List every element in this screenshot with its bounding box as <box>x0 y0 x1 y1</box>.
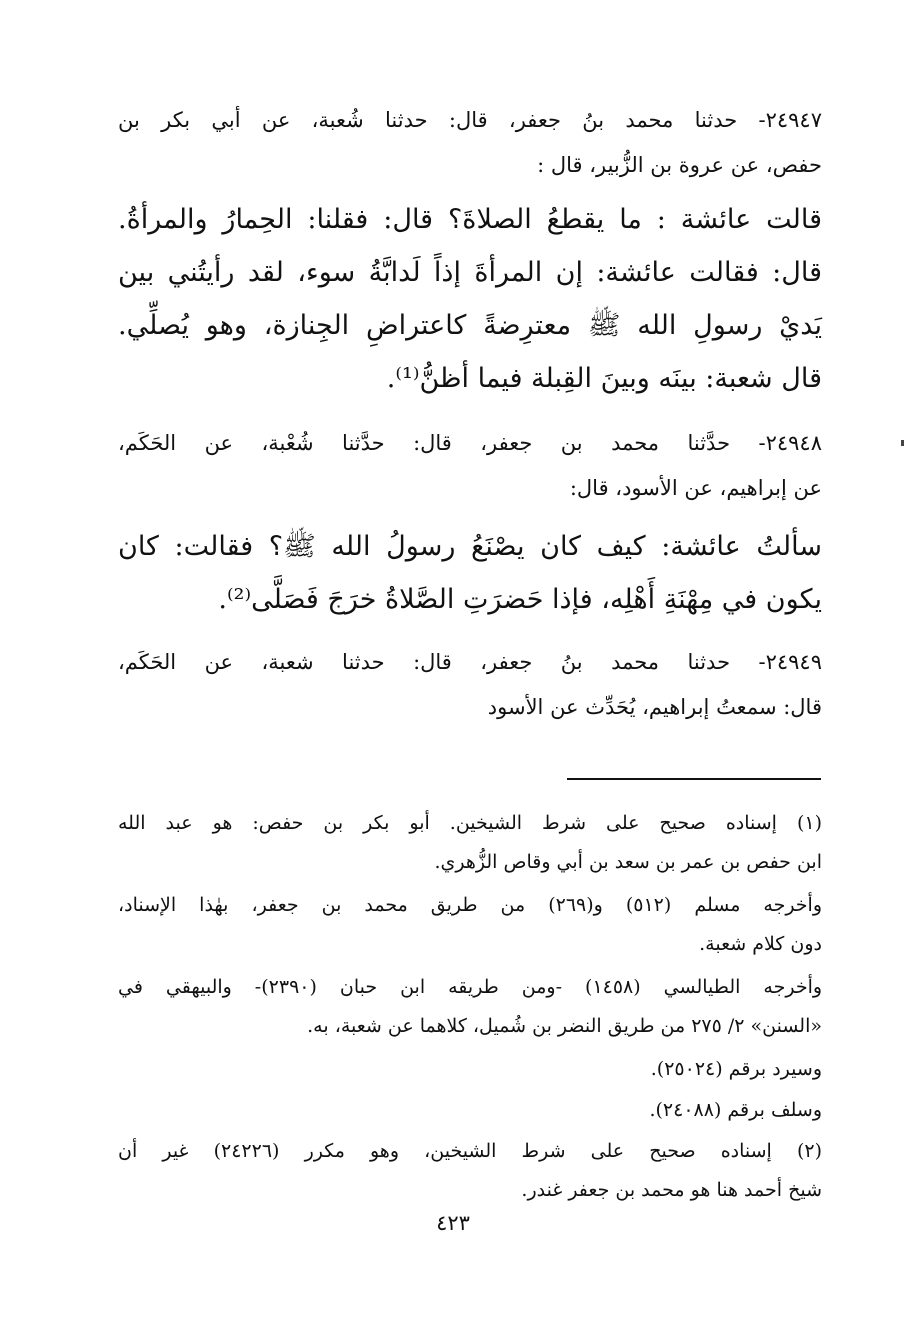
text-line: حفص، عن عروة بن الزُّبير، قال : <box>537 153 822 177</box>
footnote-1-tayalisi <box>118 968 822 1046</box>
text-line: يَديْ رسولِ الله ﷺ معترِضةً كاعتراضِ الجِنازة، وهو يُصلِّي. <box>118 310 822 341</box>
scan-speck <box>901 440 904 446</box>
footnote-1-muslim <box>118 886 822 964</box>
hadith-24948-isnad <box>118 421 822 511</box>
text-line: ٢٤٩٤٧- حدثنا محمد بنُ جعفر، قال: حدثنا شُعبة، عن أبي بكر بن <box>118 108 822 132</box>
footnote-1-forward-ref <box>118 1050 822 1089</box>
footnote-separator <box>567 778 821 780</box>
footnote-line: شيخ أحمد هنا هو محمد بن جعفر غندر. <box>521 1179 822 1201</box>
footnote-1-back-ref <box>118 1091 822 1130</box>
footnote-line: (٢) إسناده صحيح على شرط الشيخين، وهو مكرر (٢٤٢٢٦) غير أن <box>118 1140 822 1162</box>
footnote-line: (١) إسناده صحيح على شرط الشيخين. أبو بكر بن حفص: هو عبد الله <box>118 812 822 834</box>
text-line: ٢٤٩٤٨- حدَّثنا محمد بن جعفر، قال: حدَّثنا شُعْبة، عن الحَكَم، <box>118 431 822 455</box>
hadith-24949-isnad <box>118 640 822 730</box>
text-line: ٢٤٩٤٩- حدثنا محمد بنُ جعفر، قال: حدثنا شعبة، عن الحَكَم، <box>118 650 822 674</box>
footnote-line: وأخرجه الطيالسي (١٤٥٨) -ومن طريقه ابن حبان (٢٣٩٠)- والبيهقي في <box>118 976 823 998</box>
text-line: قال: سمعتُ إبراهيم، يُحَدِّث عن الأسود <box>487 695 822 719</box>
hadith-24947-matn <box>118 193 822 405</box>
hadith-24947-isnad <box>118 98 822 188</box>
footnote-2 <box>118 1132 822 1210</box>
footnote-line: وسلف برقم (٢٤٠٨٨). <box>649 1099 822 1121</box>
text-line: قال شعبة: بينَه وبينَ القِبلة فيما أظنُّ⁽¹⁾. <box>386 363 822 394</box>
text-line: قالت عائشة : ما يقطعُ الصلاةَ؟ قال: فقلنا: الحِمارُ والمرأةُ. <box>118 204 822 235</box>
footnote-line: وأخرجه مسلم (٥١٢) و(٢٦٩) من طريق محمد بن جعفر، بهٰذا الإسناد، <box>118 894 823 916</box>
hadith-24948-matn <box>118 520 822 626</box>
text-line: عن إبراهيم، عن الأسود، قال: <box>569 476 822 500</box>
text-line: يكون في مِهْنَةِ أَهْلِه، فإذا حَضرَتِ الصَّلاةُ خرَجَ فَصَلَّى⁽²⁾. <box>218 584 822 615</box>
footnote-line: «السنن» ٢/ ٢٧٥ من طريق النضر بن شُميل، كلاهما عن شعبة، به. <box>307 1015 822 1037</box>
footnote-line: ابن حفص بن عمر بن سعد بن أبي وقاص الزُّهري. <box>434 851 822 873</box>
footnote-line: دون كلام شعبة. <box>699 933 822 955</box>
page-number: ٤٢٣ <box>436 1211 470 1235</box>
footnote-1 <box>118 804 822 882</box>
footnote-line: وسيرد برقم (٢٥٠٢٤). <box>650 1058 822 1080</box>
text-line: قال: فقالت عائشة: إن المرأةَ إذاً لَدابَّةُ سوء، لقد رأيتُني بين <box>118 257 822 288</box>
text-line: سألتُ عائشة: كيف كان يصْنَعُ رسولُ الله ﷺ؟ فقالت: كان <box>118 531 822 562</box>
